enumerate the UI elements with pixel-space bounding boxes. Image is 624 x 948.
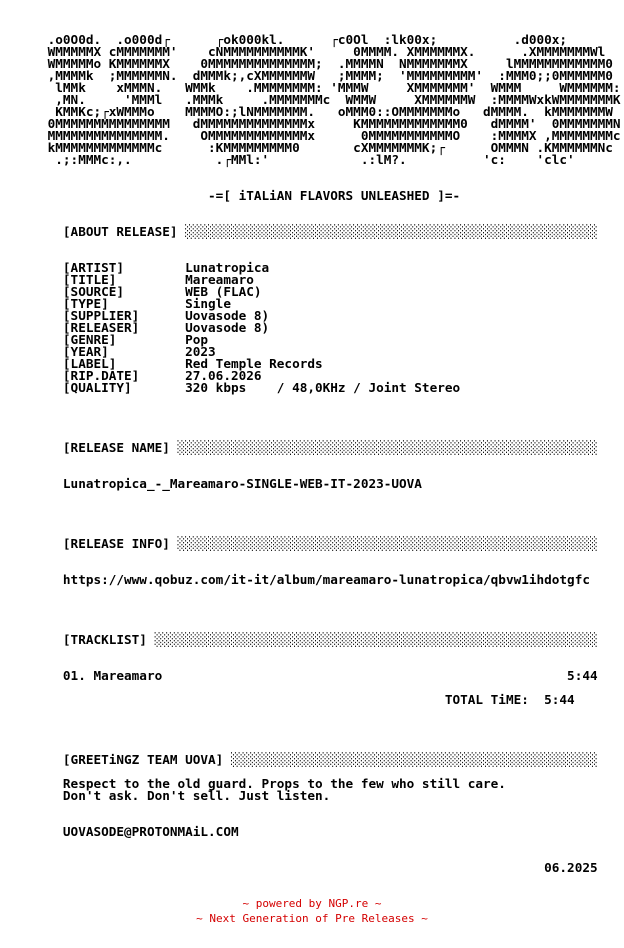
footer-powered-by[interactable] [0,896,624,911]
footer-tagline: ~ Next Generation of Pre Releases ~ [196,912,428,925]
nfo-text: .o0O0d. .o000d┌ ┌ok000kl. ┌c0Ol :lk00x; .d000x; WMMMMMX cMMMMMMM' cNMMMMMMMMMMK' 0MMMM. XMMMMMMX. .XMMMMMMMWl WMMMMMo KMMMMMMX 0MMMMMMMMMMMMMM; .MMMMN NMMMMMMMX lMMMMMMMMMMMM0 ,MMMMk ;MMMMMMN. dMMMk;,cXMMMMMMW ;MMMM; 'MMMMMMMMM' :MMM0;;0MMMMMM0 lMMk xMMMN. WMMk .MMMMMMMM: 'MMMW XMMMMMMM' WMMM WMMMMMM: ,MN. 'MMMl .MMMk .MMMMMMMc WMMW XMMMMMMW :MMMMWxkWMMMMMMMK KMMKc;┌xWMMMo MMMMO:;lNMMMMMMM. oMMM0::OMMMMMMMo dMMMM. kMMMMMMMW 0MMMMMMMMMMMMMMM dMMMMMMMMMMMMMMx KMMMMMMMMMMMMM0 dMMMM' 0MMMMMMMN MMMMMMMMMMMMMMM. OMMMMMMMMMMMMMx 0MMMMMMMMMMMO :MMMMX ,MMMMMMMMc kMMMMMMMMMMMMMc :KMMMMMMMMM0 cXMMMMMMMK;┌ OMMMN .KMMMMMMNc .;:MMMc:,. .┌MMl:' .:lM?. 'c: 'clc' -=[ iTALiAN FLAVORS UNLEASHED ]=- [ABOUT RELEASE] ░░░░░░░░░░░░░░░░░░░░░░░░░░░░░░░░░░░░░░░░░░░░░░░░░░░░░░ [ARTIST] Lunatropica [TITLE] Mareamaro [SOURCE] WEB (FLAC) [TYPE] Single [SUPPLIER] Uovasode 8) [RELEASER] Uovasode 8) [GENRE] Pop [YEAR] 2023 [LABEL] Red Temple Records [RIP.DATE] 27.06.2026 [QUALITY] 320 kbps / 48,0KHz / Joint Stereo [RELEASE NAME] ░░░░░░░░░░░░░░░░░░░░░░░░░░░░░░░░░░░░░░░░░░░░░░░░░░░░░░░ Lunatropica_-_Mareamaro-SINGLE-WEB-IT-2023-UOVA [RELEASE INFO] ░░░░░░░░░░░░░░░░░░░░░░░░░░░░░░░░░░░░░░░░░░░░░░░░░░░░░░░ https://www.qobuz.com/it-it/album/mareamaro-lunatropica/qbvw1ihdotgfc [TRACKLIST] ░░░░░░░░░░░░░░░░░░░░░░░░░░░░░░░░░░░░░░░░░░░░░░░░░░░░░░░░░░ 01. Mareamaro 5:44 TOTAL TiME: 5:44 [GREETiNGZ TEAM UOVA] ░░░░░░░░░░░░░░░░░░░░░░░░░░░░░░░░░░░░░░░░░░░░░░░░ Respect to the old guard. Props to the few who still care. Don't ask. Don't sell. Just listen. UOVASODE@PROTONMAiL.COM 06.2025 [47,32,621,875]
footer [0,896,624,926]
footer-powered-by-link[interactable]: ~ powered by NGP.re ~ [242,897,382,910]
